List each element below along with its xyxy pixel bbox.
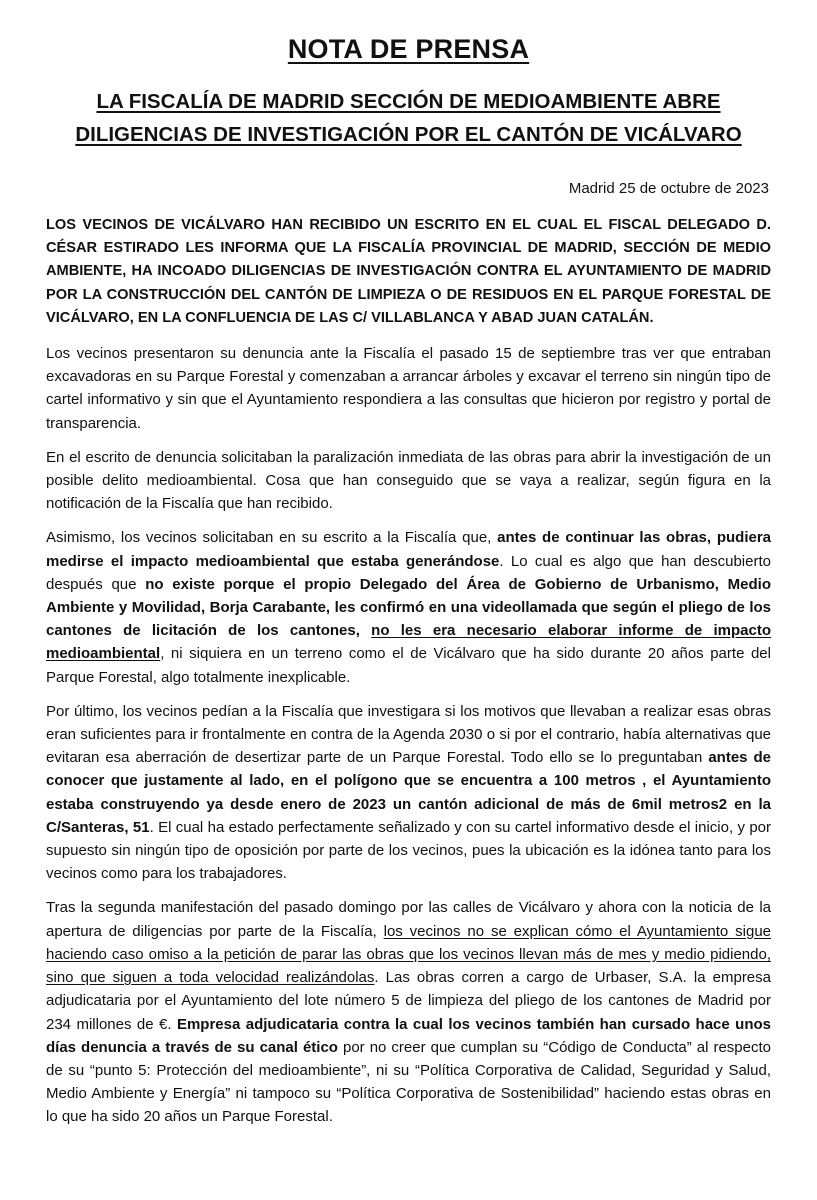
paragraph-text: . El cual ha estado perfectamente señalizado y con su cartel informativo desde el inicio, y por supuesto sin ningún tipo de oposición por parte de los vecinos, pues la ubicación es la idónea tanto para los vecinos como para los trabajadores. [46,818,771,883]
paragraph-complaint: Los vecinos presentaron su denuncia ante la Fiscalía el pasado 15 de septiembre tras ver que entraban excavadoras en su Parque Forestal y comenzaban a arrancar árboles y excavar el terreno sin ningún tipo de cartel informativo y sin que el Ayuntamiento respondiera a las consultas que hicieron por registro y portal de transparencia. [46,345,771,432]
paragraph-text: . Las obras corren a cargo de Urbaser, S.A. la empresa adjudicataria por el Ayuntamiento del lote número 5 de limpieza del pliego de los cantones de Madrid por 234 millones de €. [46,969,771,1033]
paragraph-urbaser [46,896,771,1128]
paragraph-request: En el escrito de denuncia solicitaban la paralización inmediata de las obras para abrir la investigación de un posible delito medioambiental. Cosa que han conseguido que se vaya a realizar, según figura en la notificación de la Fiscalía que han recibido. [46,448,771,513]
paragraph-text: por no creer que cumplan su “Código de Conducta” al respecto de su “punto 5: Protección del medioambiente”, ni su “Política Corporativa de Calidad, Seguridad y Salud, Medio Ambiente y Energía” ni tampoco su “Política Corporativa de Sostenibilidad” haciendo estas obras en lo que ha sido 20 años un Parque Forestal. [46,1038,771,1126]
bold-text: no existe porque el propio Delegado del Área de Gobierno de Urbanismo, Medio Ambiente y Movilidad, Borja Carabante, les confirmó en una videollamada que según el pliego de los cantones de licitación de los cantones, [46,575,771,640]
paragraph-text: Asimismo, los vecinos solicitaban en su escrito a la Fiscalía que, [46,529,498,547]
lead-paragraph: LOS VECINOS DE VICÁLVARO HAN RECIBIDO UN ESCRITO EN EL CUAL EL FISCAL DELEGADO D. CÉSAR ESTIRADO LES INFORMA QUE LA FISCALÍA PROVINCIAL DE MADRID, SECCIÓN DE MEDIO AMBIENTE, HA INCOADO DILIGENCIAS DE INVESTIGACIÓN CONTRA EL AYUNTAMIENTO DE MADRID POR LA CONSTRUCCIÓN DEL CANTÓN DE LIMPIEZA O DE RESIDUOS EN EL PARQUE FORESTAL DE VICÁLVARO, EN LA CONFLUENCIA DE LAS C/ VILLABLANCA Y ABAD JUAN CATALÁN. [46,217,771,326]
paragraph-text: Por último, los vecinos pedían a la Fiscalía que investigara si los motivos que llevaban a realizar esas obras eran suficientes para ir frontalmente en contra de la Agenda 2030 o si por el contrario, había alternativas que evitaran esa aberración de desertizar parte de un Parque Forestal. Todo ello se lo preguntaban [46,702,771,767]
paragraph-text: . Lo cual es algo que han descubierto después que [46,552,771,593]
paragraph-text: Tras la segunda manifestación del pasado domingo por las calles de Vicálvaro y ahora con la noticia de la apertura de diligencias por parte de la Fiscalía, [46,899,771,940]
paragraph-agenda-2030 [46,700,771,886]
bold-text: antes de conocer que justamente al lado, en el polígono que se encuentra a 100 metros , el Ayuntamiento estaba construyendo ya desde enero de 2023 un cantón adicional de más de 6mil metros2 en la C/Santeras, 51 [46,749,771,836]
bold-underlined-text: no les era necesario elaborar informe de impacto medioambiental [46,622,771,663]
underlined-text: los vecinos no se explican cómo el Ayuntamiento sigue haciendo caso omiso a la petición de parar las obras que los vecinos llevan más de mes y medio pidiendo, sino que siguen a toda velocidad realizándolas [46,922,771,987]
bold-text: antes de continuar las obras, pudiera medirse el impacto medioambiental que estaba generándose [46,529,772,570]
document-subtitle [46,85,771,151]
publication-date: Madrid 25 de octubre de 2023 [568,180,769,197]
subtitle-line-2: DILIGENCIAS DE INVESTIGACIÓN POR EL CANTÓN DE VICÁLVARO [75,123,742,146]
subtitle-line-1: LA FISCALÍA DE MADRID SECCIÓN DE MEDIOAMBIENTE ABRE [96,90,721,113]
bold-text: Empresa adjudicataria contra la cual los vecinos también han cursado hace unos días denuncia a través de su canal ético [46,1015,771,1056]
paragraph-text: , ni siquiera en un terreno como el de Vicálvaro que ha sido durante 20 años parte del Parque Forestal, algo totalmente inexplicable. [46,645,771,686]
document-title: NOTA DE PRENSA [287,34,530,64]
paragraph-impact [46,526,771,688]
